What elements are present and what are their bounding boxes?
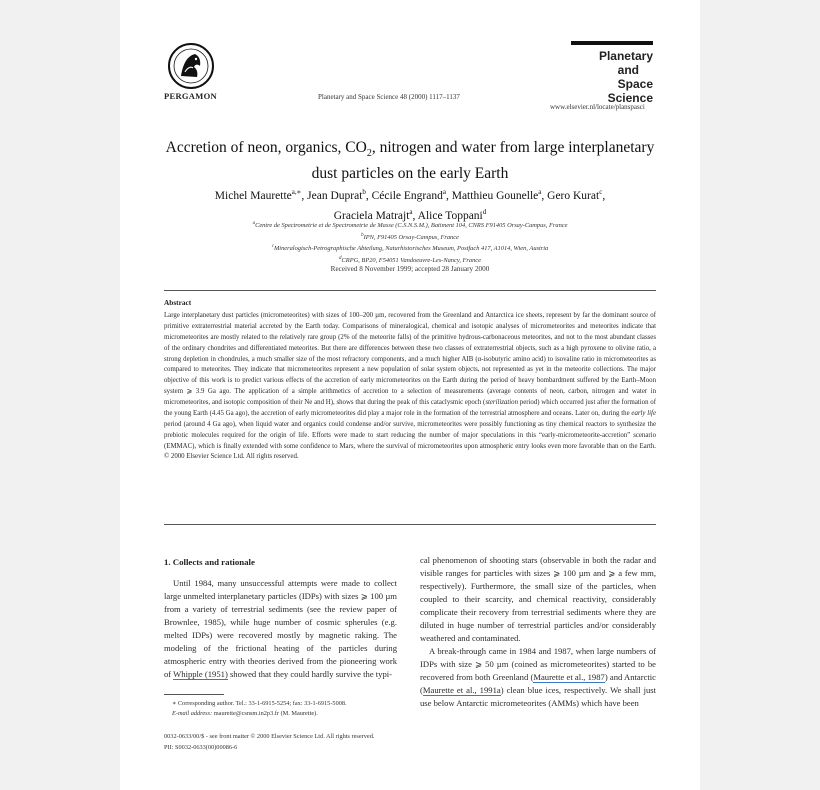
legal-notice — [164, 731, 464, 753]
abstract-text: Large interplanetary dust particles (micrometeorites) with sizes of 100–200 µm, recovered from the Greenland and Antarctica ice sheets, represent by far the dominant source of primitive extraterrestrial material accreted by the Earth today. Comparisons of mineralogical, chemical and isotopic analyses of micrometeorites and meteorites indicate that micrometeorites are mostly related to the relatively rare group (2% of the meteorite falls) of the primitive hydrous-carbonaceous meteorites, and not to the most abundant classes of the ordinary chondrites and differentiated meteorites. But there are differences between these two classes of extraterrestrial objects, such as a high pyroxene to olivine ratio, a strong depletion in chondrules, a much smaller size of the most refractory components, and a much higher AIB (α-isobutyric amino acid) to isovaline ratio in micrometeorites as compared to meteorites. They indicate that micrometeorites represent a new population of solar system objects, not represented as yet in the meteorite collections. The major objective of this work is to predict various effects of the accretion of early micrometeorites on the Earth during the period of heavy bombardment suffered by the Earth–Moon system ⩾ 3.9 Ga ago. The application of a simple arithmetics of accretion to a selection of measurements (average contents of neon, carbon, nitrogen and water in micrometeorites, and isotopic composition of their Ne and H), shows that during the peak of this cataclysmic epoch (sterilization period) which occurred just after the formation of the young Earth (4.45 Ga ago), the accretion of early micrometeorites did play a major role in the formation of the terrestrial atmosphere and oceans. Later on, during the early life period (around 4 Ga ago), when liquid water and organics could condense and/or survive, micrometeorites were possibly functioning as tiny chemical reactors to synthesize the prebiotic molecules required for the origin of life. Efforts were made to start reducing the number of major speculations in this “early-micrometeorite-accretion” scenario (EMMAC), which is finally extended with some confidence to Mars, where the survival of micrometeorites upon atmospheric entry looks even more favorable than on the Earth. © 2000 Elsevier Science Ltd. All rights reserved. — [164, 312, 656, 461]
author-name: Jean Duprat — [307, 189, 363, 202]
author-name: Gero Kurat — [547, 189, 600, 202]
author-affiliation-marker: a — [538, 188, 542, 196]
author-list — [160, 184, 660, 224]
citation-link[interactable]: Maurette et al., 1987 — [533, 672, 605, 683]
corresponding-author-note: ∗ Corresponding author. Tel.: 33-1-6915-5254; fax: 33-1-6915-5008. — [172, 700, 347, 707]
affiliation-marker: c — [271, 244, 274, 250]
body-column-right — [420, 554, 656, 710]
paper-page — [120, 0, 700, 790]
journal-citation: Planetary and Space Science 48 (2000) 1117–1137 — [318, 93, 460, 101]
footnotes — [172, 699, 412, 719]
pii-line: PII: S0032-0633(00)00086-6 — [164, 744, 238, 751]
publisher-name: PERGAMON — [164, 91, 217, 101]
journal-name-line3: Space Science — [607, 77, 653, 105]
author-affiliation-marker: a — [409, 207, 413, 216]
author-separator: , — [602, 189, 606, 202]
body-column-left — [164, 577, 397, 681]
journal-name-line1: Planetary — [598, 49, 653, 63]
journal-url: www.elsevier.nl/locate/planspasci — [550, 103, 645, 111]
author-separator: , — [541, 189, 548, 202]
article-title: Accretion of neon, organics, $CO_2$, nitrogen and water from large interplanetary dust particles on the early Earth — [165, 139, 655, 183]
journal-name-line2: and — [617, 63, 639, 77]
pergamon-logo-icon — [167, 42, 215, 90]
affiliation-line — [160, 219, 660, 231]
authors-line-1 — [160, 184, 660, 204]
author-affiliation-marker: c — [599, 188, 603, 196]
author-separator: , — [301, 189, 308, 202]
section-heading: 1. Collects and rationale — [164, 557, 255, 567]
author-separator: , — [445, 189, 452, 202]
body-paragraph: Until 1984, many unsuccessful attempts were made to collect large unmelted interplanetary particles (IDPs) with sizes ⩾ 100 µm from a variety of terrestrial sediments (see the review paper of Brownlee, 1985), while huge number of cosmic spherules (e.g. melted IDPs) were recovered mostly by magnetic raking. The modeling of the frictional heating of the particles during atmospheric entry with theories derived from the pioneering work of Whipple (1951) showed that they could hardly survive the typi- — [164, 578, 397, 680]
email-note: E-mail address: maurette@csnsm.in2p3.fr (M. Maurette). — [172, 710, 318, 717]
affiliation-marker: d — [339, 256, 342, 262]
affiliation-text: CRPG, BP20, F54051 Vandoeuvre-Les-Nancy, France — [341, 257, 481, 265]
author-affiliation-marker: b — [362, 188, 366, 196]
author-name: Alice Toppani — [417, 209, 483, 222]
footnote-divider — [164, 694, 224, 695]
affiliation-text: Mineralogisch-Petrographische Abteilung, Naturhistorisches Museum, Postfach 417, A1014, Wien, Austria — [273, 245, 549, 253]
citation-link[interactable]: Maurette et al., 1991a — [422, 685, 501, 696]
author-name: Graciela Matrajt — [333, 209, 410, 222]
copyright-line: 0032-0633/00/$ - see front matter © 2000 Elsevier Science Ltd. All rights reserved. — [164, 733, 375, 740]
citation-link[interactable]: Whipple (1951) — [173, 669, 228, 680]
abstract-top-divider — [164, 290, 656, 291]
body-paragraph: cal phenomenon of shooting stars (observable in both the radar and visible ranges for particles with sizes ⩾ 100 µm and ⩾ a few mm, respectively). Furthermore, the small size of the particles, when coupled to their scarcity, and chemical reactivity, considerably complicate their recovery from terrestrial sediments where they are diluted in huge number of terrestrial particles and/or considerably weathered and contaminated. — [420, 555, 656, 644]
body-paragraph: A break-through came in 1984 and 1987, when large numbers of IDPs with size ⩾ 50 µm (coined as micrometeorites) started to be recovered from both Greenland (Maurette et al., 1987) and Antarctic (Maurette et al., 1991a) clean blue ices, respectively. We shall just use below Antarctic micrometeorites (AMMs) which have been — [420, 646, 657, 709]
author-affiliation-marker: a — [442, 188, 446, 196]
received-dates: Received 8 November 1999; accepted 28 January 2000 — [330, 265, 490, 273]
author-affiliation-marker: a,∗ — [291, 188, 302, 196]
affiliation-line — [160, 242, 660, 254]
author-name: Michel Maurette — [214, 189, 292, 202]
affiliation-text: Centre de Spectrometrie et de Spectrometrie de Masse (C.S.N.S.M.), Batiment 104, CNRS F91405 Orsay-Campus, France — [255, 222, 568, 230]
affiliation-list — [160, 219, 660, 266]
author-separator: , — [365, 189, 372, 202]
author-affiliation-marker: d — [482, 207, 487, 216]
affiliation-line — [160, 231, 660, 243]
author-name: Cécile Engrand — [371, 189, 443, 202]
abstract-heading: Abstract — [164, 298, 192, 307]
journal-logo — [571, 41, 653, 104]
author-separator: , — [412, 209, 418, 222]
affiliation-marker: a — [252, 221, 256, 226]
abstract-bottom-divider — [164, 524, 656, 525]
affiliation-marker: b — [361, 232, 364, 238]
affiliation-text: IPN, F91405 Orsay-Campus, France — [363, 233, 459, 241]
author-name: Matthieu Gounelle — [451, 189, 539, 202]
